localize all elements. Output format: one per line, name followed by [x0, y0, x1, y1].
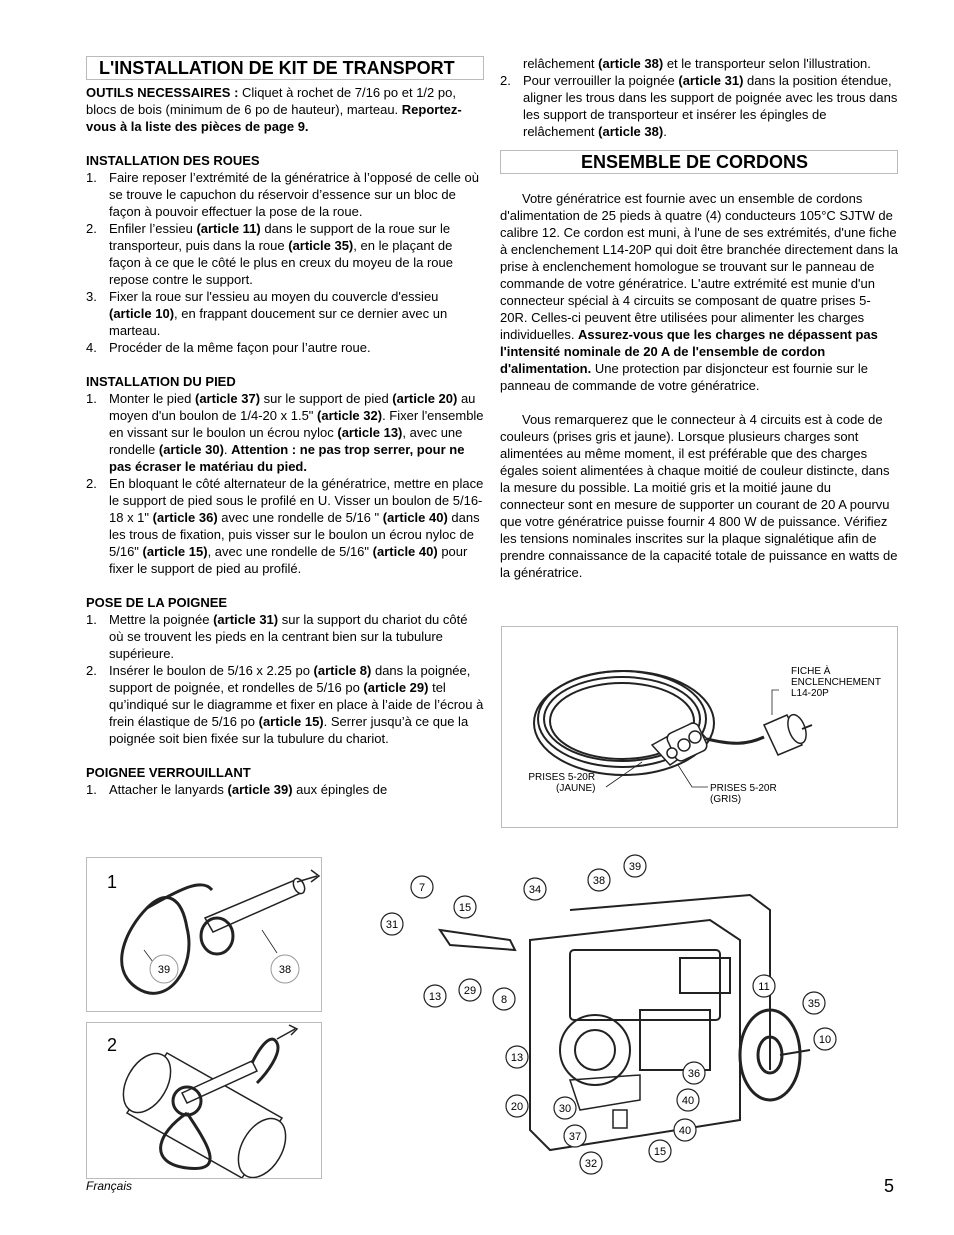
- right-column: [500, 55, 898, 581]
- heading-wheels: INSTALLATION DES ROUES: [86, 153, 260, 168]
- list-item: 4. Procéder de la même façon pour l’autre roue.: [86, 340, 371, 355]
- parts-reference: Reportez-vous à la liste des pièces de page 9.: [86, 102, 462, 134]
- left-column: [86, 56, 484, 798]
- generator-exploded-view: [370, 850, 850, 1180]
- callout-label: 35: [807, 998, 821, 1010]
- callout-label: 11: [758, 981, 770, 993]
- lanyard-figure-2: [86, 1022, 322, 1179]
- callout-label: 15: [458, 902, 472, 914]
- plug-label: FICHE À ENCLENCHEMENT L14-20P: [791, 666, 882, 699]
- callout-label: 39: [628, 861, 642, 873]
- list-item: 1. Mettre la poignée (article 31) sur la support du chariot du côté où se trouvent les pieds en la centrant bien sur la tubulure supérieure.: [86, 612, 468, 661]
- callout-label: 20: [510, 1101, 524, 1113]
- callout-label: 7: [418, 882, 426, 894]
- callout-label: 31: [385, 919, 399, 931]
- callout-label: 32: [584, 1158, 598, 1170]
- list-item: 3. Fixer la roue sur l'essieu au moyen du couvercle d'essieu (article 10), en frappant doucement sur ce dernier avec un marteau.: [86, 289, 448, 338]
- list-item: 2. En bloquant le côté alternateur de la génératrice, mettre en place le support de pied sous le profilé en U. Visser un boulon de 5/16-18 x 1" (article 36) avec une rondelle de 5/16 " (article 40) dans les trous de fixation, puis visser sur le boulon un écrou nyloc de 5/16" (article 15), avec une rondelle de 5/16" (article 40) pour fixer le support de pied au profilé.: [86, 476, 484, 576]
- tools-label: OUTILS NECESSAIRES :: [86, 85, 239, 100]
- figure-number-1: 1: [107, 872, 118, 892]
- heading-foot: INSTALLATION DU PIED: [86, 374, 236, 389]
- wheels-steps: [86, 169, 484, 356]
- list-item: 1. Monter le pied (article 37) sur le support de pied (article 20) au moyen d'un boulon de 1/4-20 x 1.5" (article 32). Fixer l'ensemble en vissant sur le boulon un écrou nyloc (article 13), avec une rondelle (article 30). Attention : ne pas trop serrer, pour ne pas écraser le matériau du pied.: [86, 391, 484, 474]
- lock-steps-continued: [500, 72, 898, 140]
- list-item: 2. Pour verrouiller la poignée (article 31) dans la position étendue, aligner les trous dans les support de poignée avec les trous dans les support de transporteur et insérer les épingles de relâchement (article 38).: [500, 73, 898, 139]
- list-item: 2. Enfiler l’essieu (article 11) dans le support de la roue sur le transporteur, puis dans la roue (article 35), en le plaçant de façon à ce que le côté le plus en creux du moyeu de la roue repose contre le support.: [86, 221, 453, 287]
- tube-pin-illustration: [87, 1023, 321, 1178]
- lock-steps: [86, 781, 484, 798]
- lanyard-figure-1: [86, 857, 322, 1012]
- callout-label: 30: [558, 1103, 572, 1115]
- section-title-transport-kit: L'INSTALLATION DE KIT DE TRANSPORT: [86, 56, 484, 80]
- cord-paragraph-1: Votre génératrice est fournie avec un ensemble de cordons d'alimentation de 25 pieds à quatre (4) conducteurs 105°C SJTW de calibre 12. Ce cordon est muni, à l'une de ses extrémités, d'une fiche à enclenchement L14-20P qui doit être branchée directement dans la prise à enclenchement homologue se trouvant sur le panneau de commande de votre génératrice. L'autre extrémité est munie d'un connecteur spécial à 4 circuits se composant de quatre prises 5-20R. Celles-ci peuvent être utilisées pour alimenter les charges individuelles. Assurez-vous que les charges ne dépassent pas l'intensité nominale de 20 A de l'ensemble de cordon d'alimentation. Une protection par disjoncteur est fournie sur le panneau de commande de votre génératrice.: [500, 191, 898, 393]
- callout-label: 15: [653, 1146, 667, 1158]
- callout-label: 13: [510, 1052, 524, 1064]
- handle-steps: [86, 611, 484, 747]
- heading-lock: POIGNEE VERROUILLANT: [86, 765, 251, 780]
- callout-label: 13: [428, 991, 442, 1003]
- callout-label: 10: [818, 1034, 832, 1046]
- callout-label: 37: [568, 1131, 582, 1143]
- foot-steps: [86, 390, 484, 577]
- lanyard-pin-illustration: [87, 858, 321, 1011]
- callout-label: 40: [681, 1095, 695, 1107]
- list-item: 1. Faire reposer l’extrémité de la génératrice à l’opposé de celle où se trouve le capuchon du réservoir d’essence sur un bloc de façon à pouvoir effectuer la pose de la roue.: [86, 170, 479, 219]
- callout-label: 8: [500, 994, 508, 1006]
- callout-label: 38: [592, 875, 606, 887]
- heading-handle: POSE DE LA POIGNEE: [86, 595, 228, 610]
- tools-paragraph: [86, 84, 484, 135]
- callout-38: 38: [278, 964, 292, 976]
- page-number: 5: [884, 1176, 895, 1196]
- callout-label: 34: [528, 884, 542, 896]
- cord-illustration: [502, 627, 897, 827]
- callout-label: 29: [463, 985, 477, 997]
- figure-number-2: 2: [107, 1035, 118, 1055]
- lock-continuation: relâchement (article 38) et le transporteur selon l'illustration.: [523, 56, 871, 71]
- cord-paragraph-2: Vous remarquerez que le connecteur à 4 circuits est à code de couleurs (prises gris et jaune). Lorsque plusieurs charges sont alimentées au même moment, il est préférable que des charges égales soient alimentées à chaque moitié de couleur distincte, dans la mesure du possible. La moitié gris et la moitié jaune du connecteur sont en mesure de supporter un courant de 20 A pourvu que votre génératrice puisse fournir 4 800 W de puissance. Vérifiez les tensions nominales inscrites sur la plaque signalétique afin de prendre connaissance de la capacité totale de puissance en watts de la génératrice.: [500, 412, 898, 580]
- tools-text: Cliquet à rochet de 7/16 po et 1/2 po, blocs de bois (minimum de 6 po de hauteur), marteau.: [86, 85, 456, 117]
- footer-language: Français: [86, 1179, 133, 1193]
- cord-set-figure: [501, 626, 898, 828]
- section-title-cord-set: ENSEMBLE DE CORDONS: [500, 150, 898, 174]
- callout-label: 40: [678, 1125, 692, 1137]
- gray-outlets-label: PRISES 5-20R (GRIS): [710, 783, 777, 805]
- list-item: 1. Attacher le lanyards (article 39) aux épingles de: [86, 782, 388, 797]
- callout-39: 39: [157, 964, 171, 976]
- yellow-outlets-label: PRISES 5-20R (JAUNE): [528, 772, 596, 794]
- callout-label: 36: [687, 1068, 701, 1080]
- list-item: 2. Insérer le boulon de 5/16 x 2.25 po (article 8) dans la poignée, support de poignée, et rondelles de 5/16 po (article 29) tel qu’indiqué sur le diagramme et fixer en place à l’aide de l’écrou à frein élastique de 5/16 po (article 15). Serrer jusqu’à ce que la poignée soit bien fixée sur la tubulure du chariot.: [86, 663, 484, 746]
